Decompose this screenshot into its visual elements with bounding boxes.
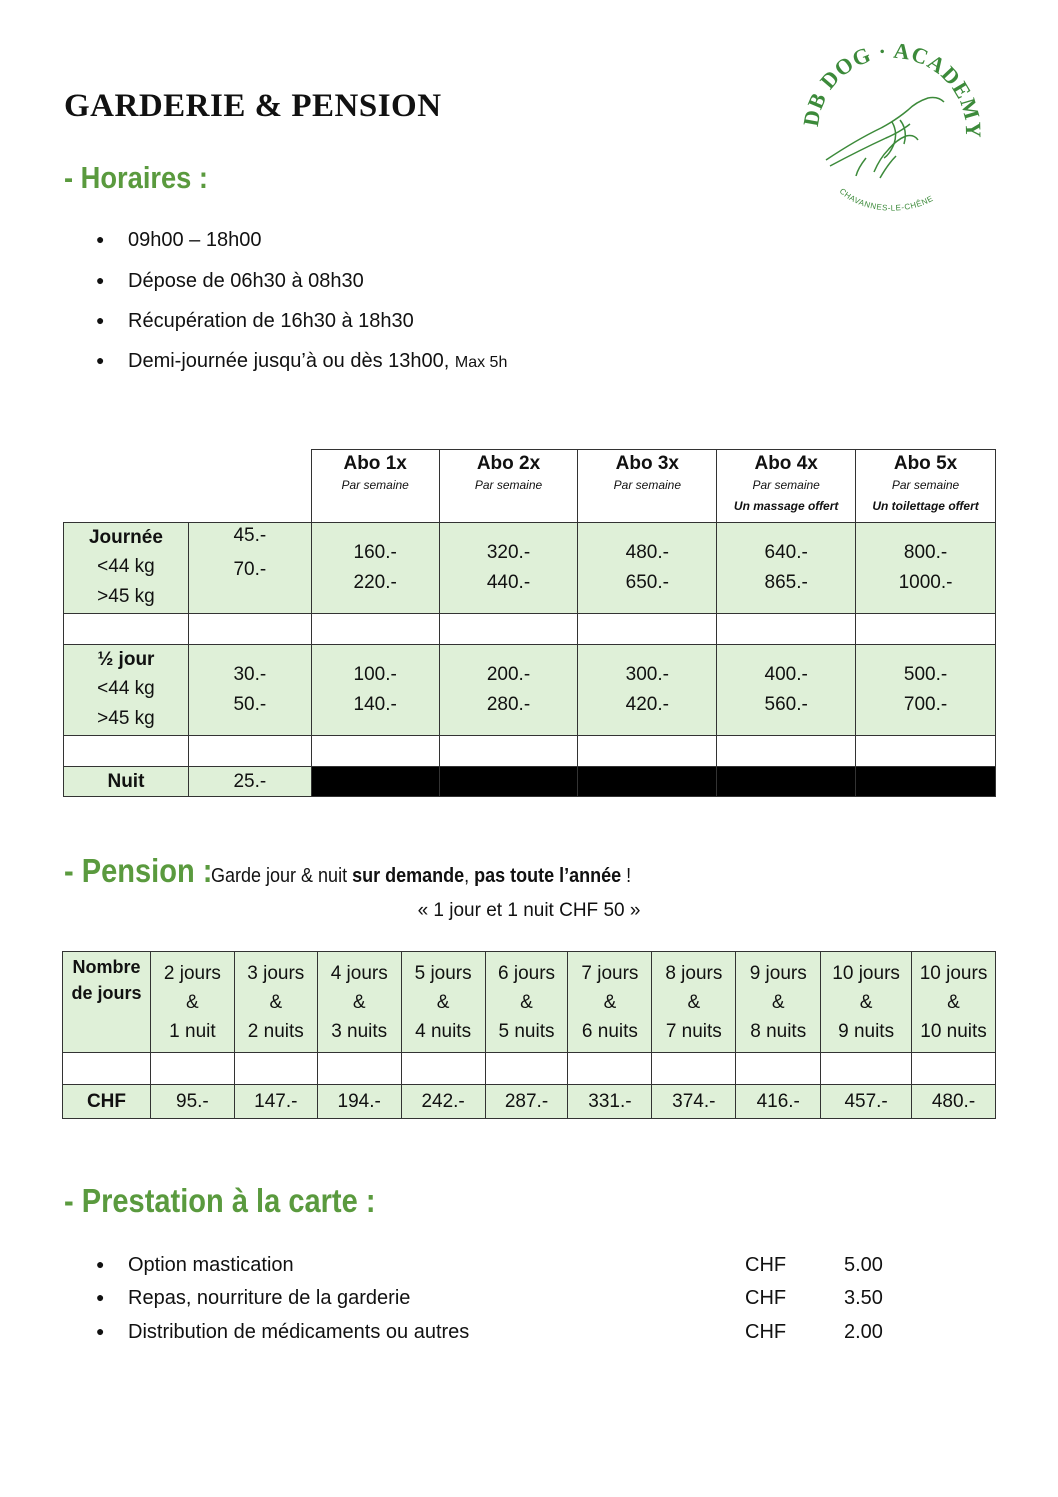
table-row	[64, 767, 996, 797]
nuit-price: 25.-	[188, 767, 311, 797]
abo-header: Abo 3x Par semaine	[578, 450, 717, 523]
table-row: Journée <44 kg >45 kg 45.- 70.- 160.- 220.- 320.- 440.- 480.- 650.- 640.- 865.- 800.- 1000.-	[64, 523, 996, 614]
list-item: ● Option mastication	[96, 1254, 294, 1276]
list-item	[96, 310, 414, 333]
list-item	[96, 350, 507, 373]
svg-text:CHAVANNES-LE-CHÊNE	[838, 187, 935, 213]
bullet-icon: ●	[96, 352, 105, 368]
svg-text:DB DOG · ACADEMY	[798, 40, 982, 139]
prestation-currency: CHF	[745, 1287, 787, 1309]
prestation-price: 5.00	[844, 1254, 883, 1276]
prestation-heading: - Prestation à la carte :	[64, 1182, 376, 1219]
abo-header: Abo 2x Par semaine	[439, 450, 578, 523]
prestation-currency: CHF	[745, 1321, 787, 1343]
abo-header: Abo 4x Par semaine Un massage offert	[717, 450, 856, 523]
prestation-price: 3.50	[844, 1287, 883, 1309]
horaire-text: Dépose de 06h30 à 08h30	[128, 270, 364, 292]
horaire-text: Demi-journée jusqu’à ou dès 13h00,	[128, 350, 455, 372]
demi-label-cell: ½ jour <44 kg >45 kg	[64, 645, 189, 736]
prestation-price: 2.00	[844, 1321, 883, 1343]
logo-bottom-text: CHAVANNES-LE-CHÊNE	[837, 186, 935, 213]
pension-heading: - Pension :	[64, 852, 213, 889]
bullet-icon: ●	[96, 1289, 105, 1305]
pension-table	[62, 951, 996, 1119]
pension-quote: « 1 jour et 1 nuit CHF 50 »	[417, 900, 641, 921]
pension-heading-line: - Pension :Garde jour & nuit sur demande, pas toute l’année !	[64, 852, 631, 889]
horaire-text: 09h00 – 18h00	[128, 229, 262, 251]
horaires-heading: - Horaires :	[64, 160, 209, 195]
list-item	[96, 270, 364, 293]
tarifs-table	[63, 449, 996, 797]
table-row-empty	[64, 614, 996, 645]
bullet-icon: ●	[96, 272, 105, 288]
list-item: ● Repas, nourriture de la garderie	[96, 1287, 411, 1309]
page-title: GARDERIE & PENSION	[64, 88, 442, 124]
logo-graphic	[796, 40, 982, 216]
horaire-small-text: Max 5h	[454, 354, 508, 371]
bullet-icon: ●	[96, 1323, 105, 1339]
logo	[796, 40, 982, 216]
abo-header: Abo 1x Par semaine	[311, 450, 439, 523]
bullet-icon: ●	[96, 231, 105, 247]
table-row: CHF 95.- 147.- 194.- 242.- 287.- 331.- 374.- 416.- 457.- 480.-	[63, 1085, 996, 1119]
logo-top-text: DB DOG · ACADE	[797, 40, 977, 129]
chf-label: CHF	[63, 1085, 151, 1119]
table-row-empty	[64, 736, 996, 767]
table-row: ½ jour <44 kg >45 kg 30.- 50.- 100.- 140.- 200.- 280.- 300.- 420.- 400.- 560.- 500.- 700.-	[64, 645, 996, 736]
bullet-icon: ●	[96, 1256, 105, 1272]
list-item: ● Distribution de médicaments ou autres	[96, 1321, 470, 1343]
nombre-jours-header: Nombre de jours	[63, 952, 151, 1053]
abo-header: Abo 5x Par semaine Un toilettage offert	[856, 450, 996, 523]
journee-label-cell: Journée <44 kg >45 kg	[64, 523, 189, 614]
demi-price-cell: 30.- 50.-	[188, 645, 311, 736]
hand-paw-icon	[826, 98, 944, 179]
table-row: Nombre de jours 2 jours & 1 nuit 3 jours & 2 nuits 4 jours & 3 nuits 5 jours & 4 nuits 6 jours & 5 nuits 7 jours & 6 nuits 8 jours & 7 nuits 9 jours & 8 nuits 10 jours & 9 nuits 10 jours & 10 nuits	[63, 952, 996, 1053]
prestation-currency: CHF	[745, 1254, 787, 1276]
nuit-label: Nuit	[64, 767, 189, 797]
list-item	[96, 229, 261, 252]
table-row-empty	[63, 1053, 996, 1085]
bullet-icon: ●	[96, 312, 105, 328]
journee-price-cell: 45.- 70.-	[188, 523, 311, 614]
horaire-text: Récupération de 16h30 à 18h30	[128, 310, 414, 332]
